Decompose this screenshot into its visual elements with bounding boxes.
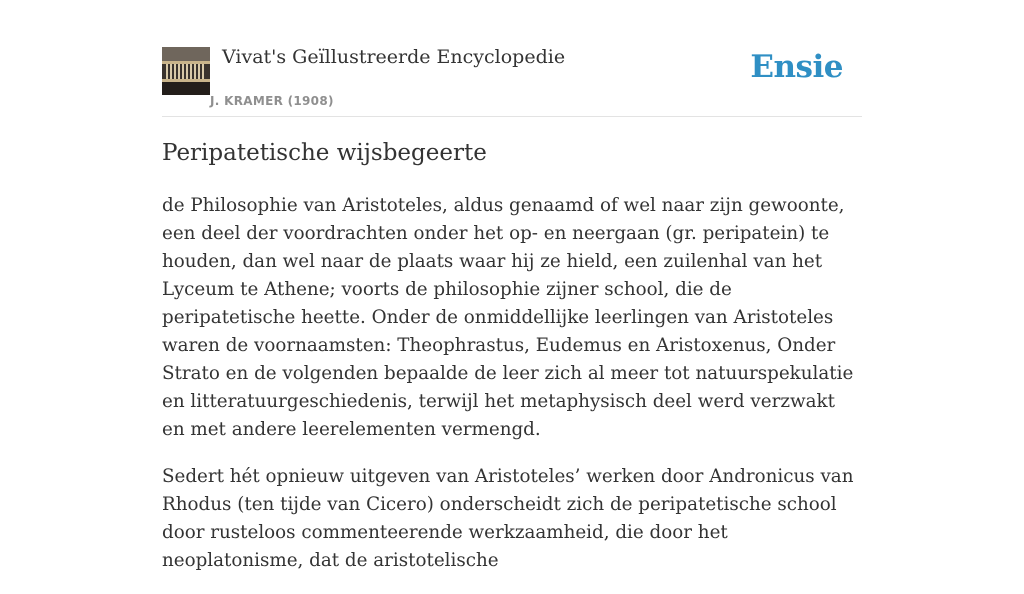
paragraph: de Philosophie van Aristoteles, aldus genaamd of wel naar zijn gewoonte, een deel der voordrachten onder het op- en neergaan (gr. peripatein) te houden, dan wel naar de plaats waar hij ze hield, een zuilenhal van het Lyceum te Athene; voorts de philosophie zijner school, die de peripatetische heette. Onder de onmiddellijke leerlingen van Aristoteles waren de voornaamsten: Theophrastus, Eudemus en Aristoxenus, Onder Strato en de volgenden bepaalde de leer zich al meer tot natuurspekulatie en litteratuurgeschiedenis, terwijl het metaphysisch deel werd verzwakt en met andere leerelementen vermengd.: [162, 195, 854, 440]
author-label: J. KRAMER (1908): [210, 94, 334, 108]
brand-logo[interactable]: Ensie: [750, 49, 843, 85]
bookshelf-icon[interactable]: [162, 47, 210, 95]
book-title[interactable]: Vivat's Geïllustreerde Encyclopedie: [222, 46, 566, 68]
header: [162, 0, 862, 117]
paragraph: Sedert hét opnieuw uitgeven van Aristoteles’ werken door Andronicus van Rhodus (ten tijde van Cicero) onderscheidt zich de peripatetische school door rusteloos commenteerende werkzaamheid, die door het neoplatonisme, dat de aristotelische: [162, 466, 854, 571]
article-body: [162, 192, 862, 594]
article-title: Peripatetische wijsbegeerte: [162, 140, 487, 166]
page: [162, 0, 862, 571]
